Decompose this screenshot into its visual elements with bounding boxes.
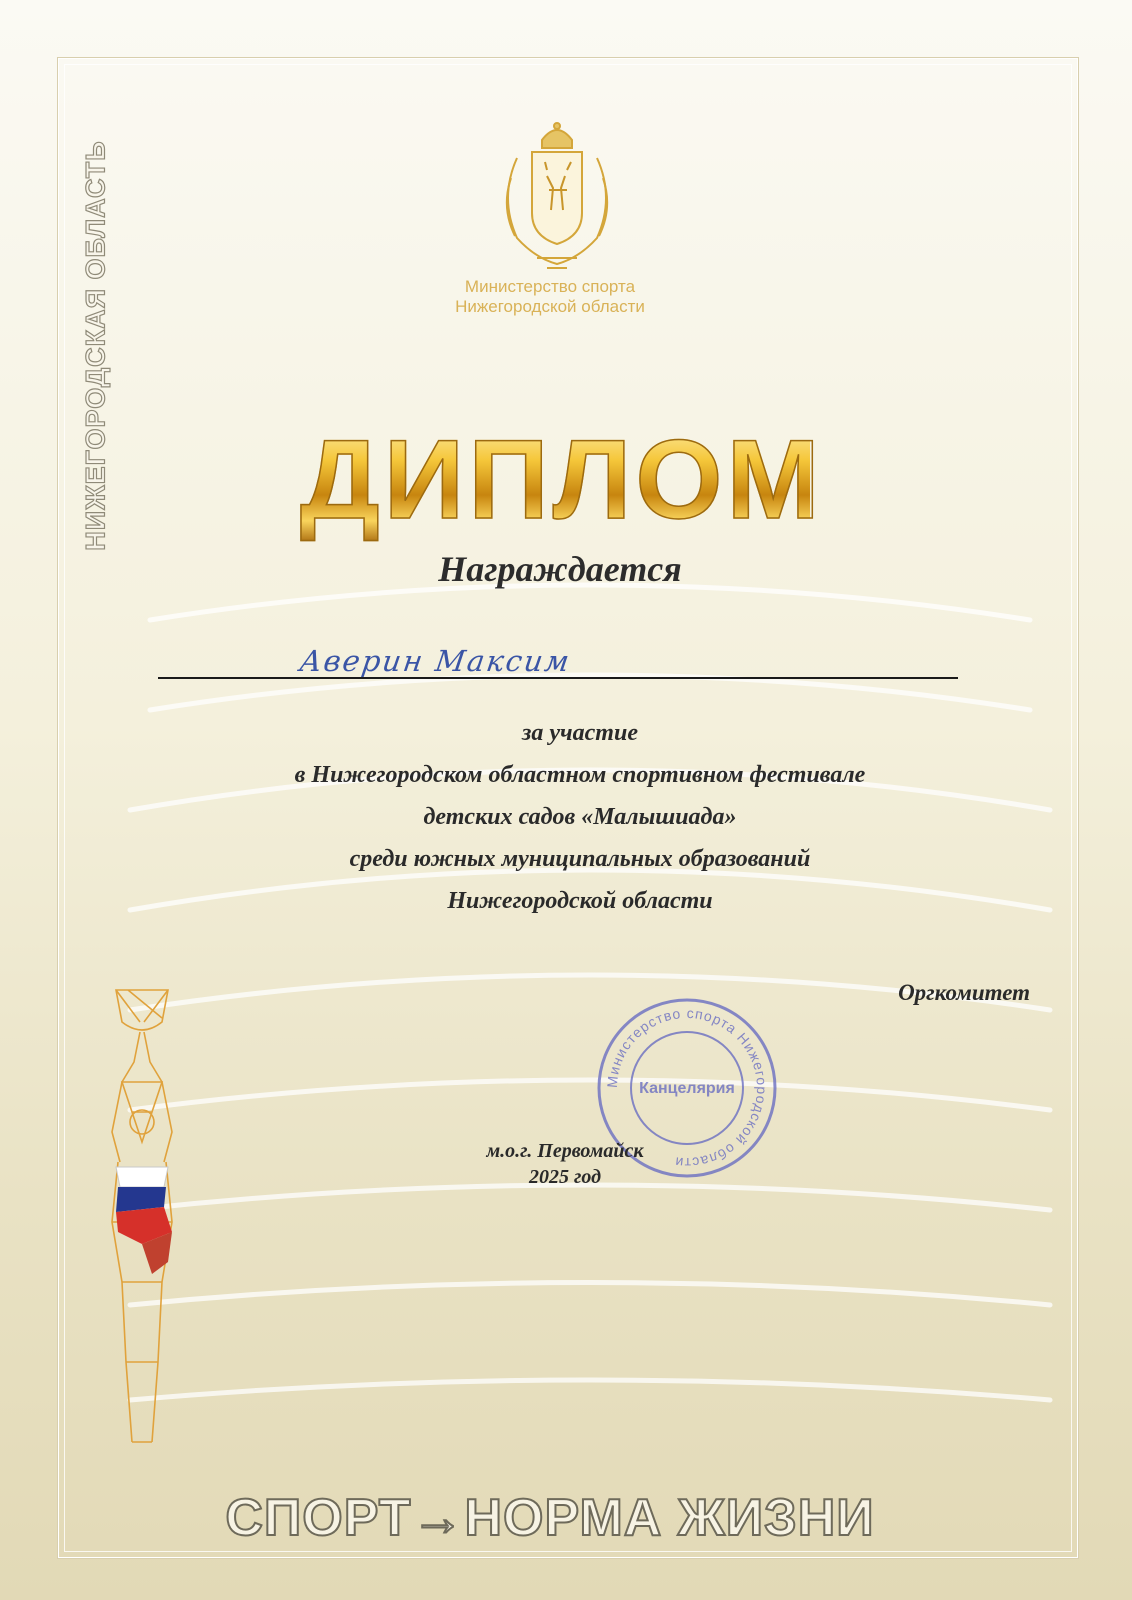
ministry-name: Министерство спорта Нижегородской области (455, 277, 645, 316)
stamp-ring-text: Министерство спорта Нижегородской области (603, 1004, 771, 1172)
reason-line: детских садов «Малышиада» (423, 804, 737, 830)
background-arrow-pattern (110, 560, 1070, 1490)
name-underline (158, 677, 958, 679)
award-reason (160, 712, 1000, 922)
reason-line: среди южных муниципальных образований (349, 846, 811, 872)
diploma-title: ДИПЛОМ (300, 417, 824, 542)
recipient-name: Аверин Максим (297, 644, 574, 678)
reason-line: Нижегородской области (447, 888, 713, 914)
reason-line: за участие (522, 720, 638, 746)
year-label: 2025 год (528, 1166, 602, 1188)
stamp-center-text: Канцелярия (639, 1080, 735, 1097)
organizer-label: Оргкомитет (898, 980, 1030, 1005)
place-and-year (430, 1138, 700, 1190)
place-label: м.о.г. Первомайск (486, 1140, 644, 1162)
slogan: СПОРТ→НОРМА ЖИЗНИ (225, 1489, 875, 1547)
athlete-trophy-figure (82, 982, 202, 1450)
region-label: НИЖЕГОРОДСКАЯ ОБЛАСТЬ (80, 139, 111, 551)
awarded-label: Награждается (438, 549, 682, 589)
coat-of-arms-icon (487, 118, 627, 278)
reason-line: в Нижегородском областном спортивном фестивале (294, 762, 866, 788)
